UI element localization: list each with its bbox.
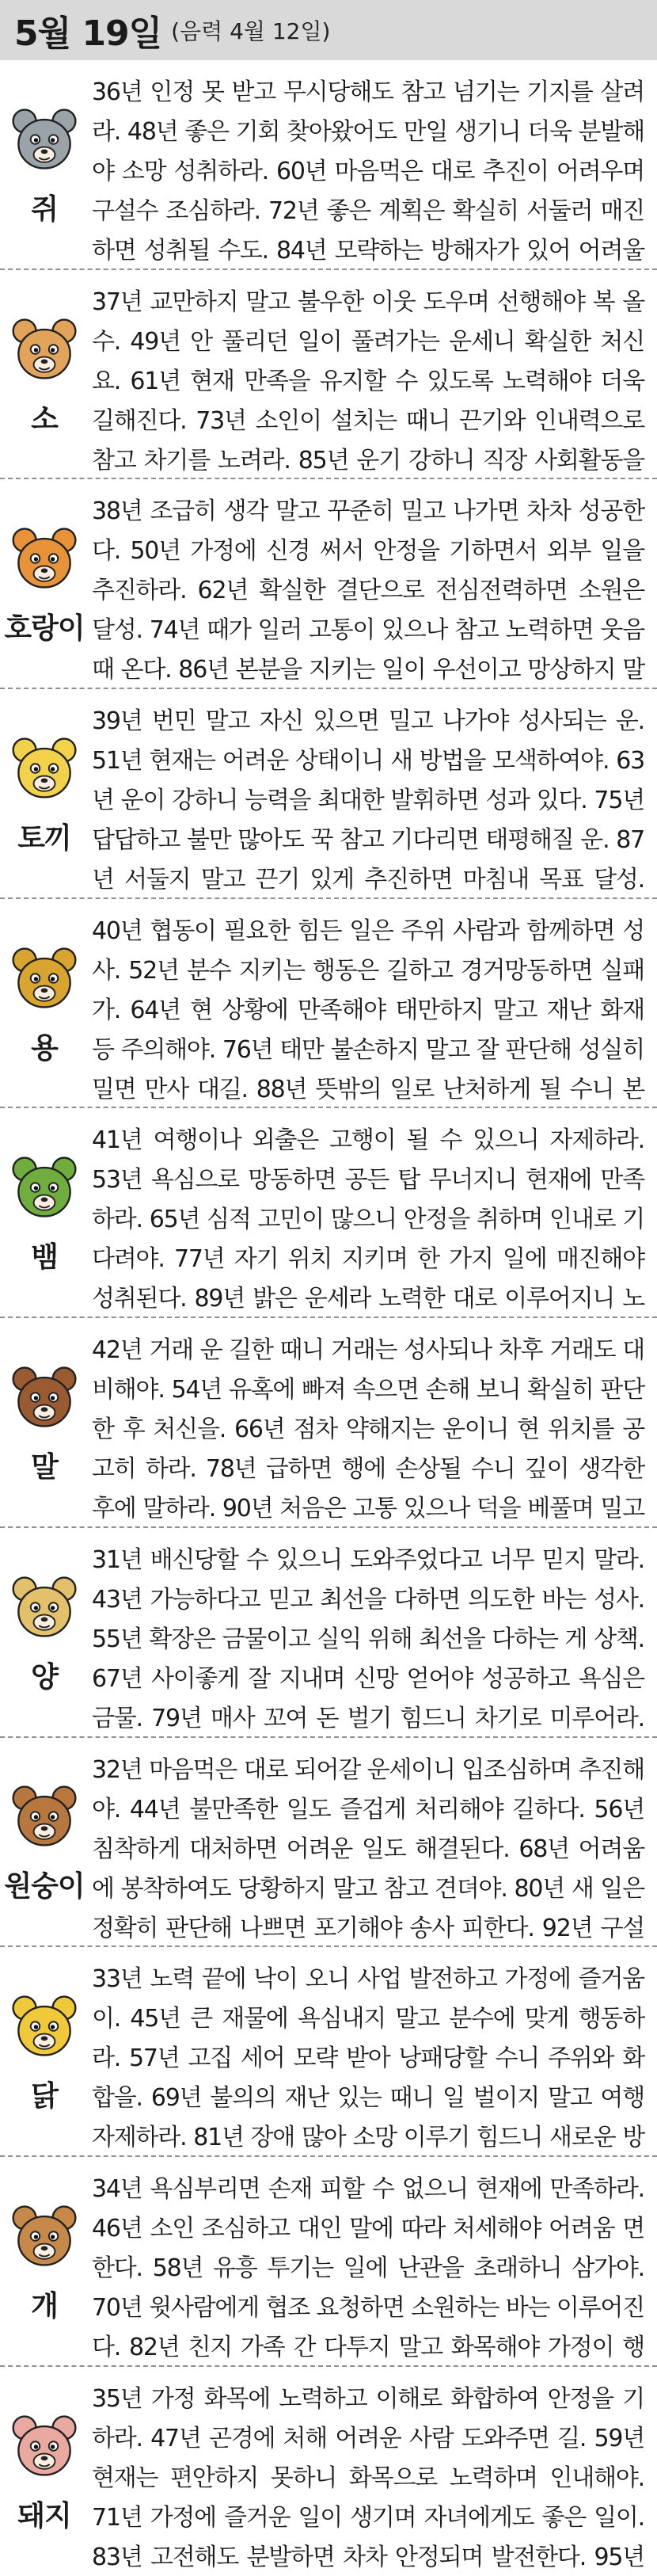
animal-cell xyxy=(0,2367,89,2576)
ox-icon xyxy=(6,311,82,391)
animal-name: 용 xyxy=(31,1031,58,1065)
dog-icon xyxy=(6,2198,82,2277)
fortune-text: 41년 여행이나 외출은 고행이 될 수 있으니 자제하라. 53년 욕심으로 망동하면 공든 탑 무너지니 현재에 만족하라. 65년 심적 고민이 많으니 안정을 취하며 인내로 기다려야. 77년 자기 위치 지키며 한 가지 일에 매진해야 성취된다. 89년 밝은 운세라 노력한 대로 이루어지니 노 xyxy=(92,1126,644,1313)
fortune-row xyxy=(0,2157,657,2367)
fortune-row xyxy=(0,1108,657,1318)
animal-name: 돼지 xyxy=(17,2500,71,2533)
dragon-icon xyxy=(6,940,82,1019)
animal-name: 쥐 xyxy=(31,192,58,226)
fortune-list xyxy=(0,60,657,2576)
fortune-text: 33년 노력 끝에 낙이 오니 사업 발전하고 가정에 즐거움이. 45년 큰 재물에 욕심내지 말고 분수에 맞게 행동하라. 57년 고집 세어 모략 받아 낭패당할 수니 주위와 화합을. 69년 불의의 재난 있는 때니 일 벌이지 말고 여행 자제하라. 81년 장애 많아 소망 이루기 힘드니 새로운 방 xyxy=(92,1965,644,2152)
fortune-row xyxy=(0,2367,657,2576)
animal-name: 양 xyxy=(31,1660,58,1694)
animal-cell xyxy=(0,1528,89,1736)
fortune-row xyxy=(0,1318,657,1528)
rooster-icon xyxy=(6,1988,82,2067)
animal-cell xyxy=(0,1318,89,1526)
fortune-text: 39년 번민 말고 자신 있으면 밀고 나가야 성사되는 운. 51년 현재는 어려운 상태이니 새 방법을 모색하여야. 63년 운이 강하니 능력을 최대한 발휘하면 성과 있다. 75년 답답하고 불만 많아도 꾹 참고 기다리면 태평해질 운. 87년 서둘지 말고 끈기 있게 추진하면 마침내 목표 달성. xyxy=(92,707,644,894)
fortune-text: 32년 마음먹은 대로 되어갈 운세이니 입조심하며 추진해야. 44년 불만족한 일도 즐겁게 처리해야 길하다. 56년 침착하게 대처하면 어려운 일도 해결된다. 68년 어려움에 봉착하여도 당황하지 말고 참고 견뎌야. 80년 새 일은 정확히 판단해 나쁘면 포기해야 송사 피한다. 92년 구설 xyxy=(92,1755,644,1942)
animal-cell xyxy=(0,270,89,478)
animal-cell xyxy=(0,60,89,269)
animal-cell xyxy=(0,899,89,1107)
page-title: 5월 19일 xyxy=(14,13,162,54)
lunar-date: (음력 4월 12일) xyxy=(171,18,331,44)
animal-name: 원숭이 xyxy=(4,1870,85,1903)
tiger-icon xyxy=(6,520,82,600)
snake-icon xyxy=(6,1149,82,1229)
fortune-row xyxy=(0,1528,657,1738)
fortune-text: 37년 교만하지 말고 불우한 이웃 도우며 선행해야 복 올 수. 49년 안 풀리던 일이 풀려가는 운세니 확실한 처신 요. 61년 현재 만족을 유지할 수 있도록 노력해야 더욱 길해진다. 73년 소인이 설치는 때니 끈기와 인내력으로 참고 차기를 노려라. 85년 운기 강하니 직장 사회활동을 xyxy=(92,288,644,474)
animal-cell xyxy=(0,1738,89,1946)
animal-name: 말 xyxy=(31,1450,58,1484)
fortune-text: 35년 가정 화목에 노력하고 이해로 화합하여 안정을 기하라. 47년 곤경에 처해 어려운 사람 도와주면 길. 59년 현재는 편안하지 못하니 화목으로 노력하며 인내해야. 71년 가정에 즐거운 일이 생기며 자녀에게도 좋은 일이. 83년 고전해도 분발하면 차차 안정되며 발전한다. 95년 xyxy=(92,2384,644,2571)
fortune-row xyxy=(0,689,657,899)
fortune-row xyxy=(0,1738,657,1948)
animal-name: 호랑이 xyxy=(4,612,85,646)
animal-name: 개 xyxy=(31,2289,58,2323)
rabbit-icon xyxy=(6,730,82,810)
page-header xyxy=(0,0,657,60)
fortune-text: 42년 거래 운 길한 때니 거래는 성사되나 차후 거래도 대비해야. 54년 유혹에 빠져 속으면 손해 보니 확실히 판단한 후 처신을. 66년 점차 약해지는 운이니 현 위치를 공고히 하라. 78년 급하면 행에 손상될 수니 깊이 생각한 후에 말하라. 90년 처음은 고통 있으나 덕을 베풀며 밀고 xyxy=(92,1336,644,1523)
sheep-icon xyxy=(6,1569,82,1648)
animal-cell xyxy=(0,689,89,897)
animal-cell xyxy=(0,1108,89,1317)
animal-name: 토끼 xyxy=(17,821,71,855)
animal-name: 뱀 xyxy=(31,1241,58,1275)
fortune-row xyxy=(0,270,657,480)
animal-cell xyxy=(0,2157,89,2365)
fortune-row xyxy=(0,479,657,689)
animal-cell xyxy=(0,1947,89,2155)
animal-name: 닭 xyxy=(31,2080,58,2113)
fortune-text: 40년 협동이 필요한 힘든 일은 주위 사람과 함께하면 성사. 52년 분수 지키는 행동은 길하고 경거망동하면 실패가. 64년 현 상황에 만족해야 태만하지 말고 재난 화재 등 주의해야. 76년 태만 불손하지 말고 잘 판단해 성실히 밀면 만사 대길. 88년 뜻밖의 일로 난처하게 될 수니 본 xyxy=(92,916,644,1103)
fortune-row xyxy=(0,1947,657,2157)
fortune-row xyxy=(0,60,657,270)
fortune-text: 38년 조급히 생각 말고 꾸준히 밀고 나가면 차차 성공한다. 50년 가정에 신경 써서 안정을 기하면서 외부 일을 추진하라. 62년 확실한 결단으로 전심전력하면 소원은 달성. 74년 때가 일러 고통이 있으나 참고 노력하면 웃음 때 온다. 86년 본분을 지키는 일이 우선이고 망상하지 말 xyxy=(92,497,644,684)
pig-icon xyxy=(6,2408,82,2487)
monkey-icon xyxy=(6,1778,82,1858)
rat-icon xyxy=(6,101,82,181)
fortune-text: 36년 인정 못 받고 무시당해도 참고 넘기는 기지를 살려라. 48년 좋은 기회 찾아왔어도 만일 생기니 더욱 분발해야 소망 성취하라. 60년 마음먹은 대로 추진이 어려우며 구설수 조심하라. 72년 좋은 계획은 확실히 서둘러 매진하면 성취될 수도. 84년 모략하는 방해자가 있어 어려울 xyxy=(92,78,644,265)
animal-cell xyxy=(0,479,89,688)
fortune-row xyxy=(0,899,657,1109)
horse-icon xyxy=(6,1359,82,1439)
fortune-text: 31년 배신당할 수 있으니 도와주었다고 너무 믿지 말라. 43년 가능하다고 믿고 최선을 다하면 의도한 바는 성사. 55년 확장은 금물이고 실익 위해 최선을 다하는 게 상책. 67년 사이좋게 잘 지내며 신망 얻어야 성공하고 욕심은 금물. 79년 매사 꼬여 돈 벌기 힘드니 차기로 미루어라. xyxy=(92,1545,644,1732)
animal-name: 소 xyxy=(31,402,58,436)
fortune-text: 34년 욕심부리면 손재 피할 수 없으니 현재에 만족하라. 46년 소인 조심하고 대인 말에 따라 처세해야 어려움 면한다. 58년 유흥 투기는 일에 난관을 초래하니 삼가야. 70년 윗사람에게 협조 요청하면 소원하는 바는 이루어진다. 82년 친지 가족 간 다투지 말고 화목해야 가정이 행 xyxy=(92,2174,644,2361)
